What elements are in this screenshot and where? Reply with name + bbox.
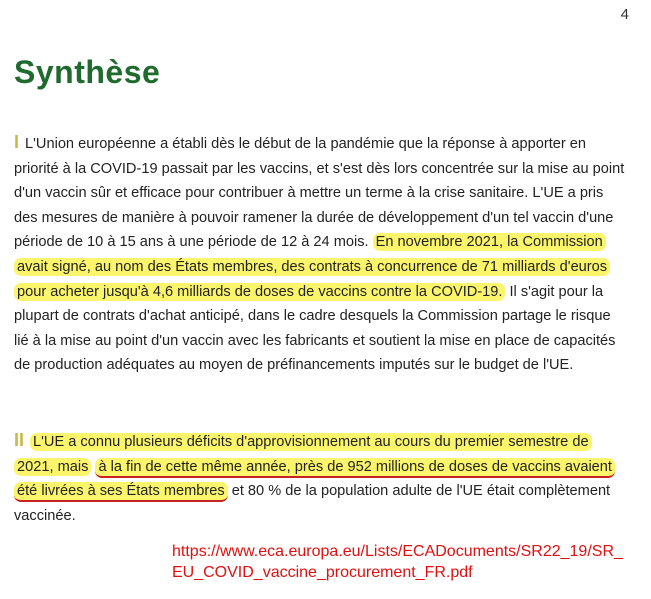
paragraph-1: [14, 130, 629, 378]
page-title: Synthèse: [14, 54, 161, 90]
source-link[interactable]: https://www.eca.europa.eu/Lists/ECADocuments/SR22_19/SR_EU_COVID_vaccine_procurement_FR.pdf: [172, 543, 623, 581]
paragraph-2: [14, 428, 629, 528]
paragraph-marker-1: I: [14, 132, 20, 152]
paragraph-2-continuation: et 80 % de la population adulte de l'UE était complètement vaccinée.: [14, 483, 611, 524]
highlighted-text-contracts: En novembre 2021, la Commission avait signé, au nom des États membres, des contrats à concurrence de 71 milliards d'euros pour acheter jusqu'à 4,6 milliards de doses de vaccins contre la COVID-19.: [14, 233, 610, 300]
paragraph-marker-2: II: [14, 430, 25, 450]
highlighted-text-shortages: L'UE a connu plusieurs déficits d'approvisionnement au cours du premier semestre de 2021, mais: [14, 433, 592, 476]
highlighted-underlined-text-deliveries: à la fin de cette même année, près de 952 millions de doses de vaccins avaient été livrées à ses États membres: [14, 458, 615, 503]
page-number: 4: [620, 6, 629, 23]
paragraph-1-text: L'Union européenne a établi dès le début de la pandémie que la réponse à apporter en priorité à la COVID-19 passait par les vaccins, et s'est dès lors concentrée sur la mise au point d'un vaccin sûr et efficace pour contribuer à mettre un terme à la crise sanitaire. L'UE a pris des mesures de manière à pouvoir ramener la durée de développement d'un tel vaccin d'une période de 10 à 15 ans à une période de 12 à 24 mois.: [14, 136, 625, 251]
paragraph-1-continuation: Il s'agit pour la plupart de contrats d'achat anticipé, dans le cadre desquels la Commission partage le risque lié à la mise au point d'un vaccin avec les fabricants et soutient la mise en place de capacités de production adéquates au moyen de préfinancements imputés sur le budget de l'UE.: [14, 283, 616, 374]
